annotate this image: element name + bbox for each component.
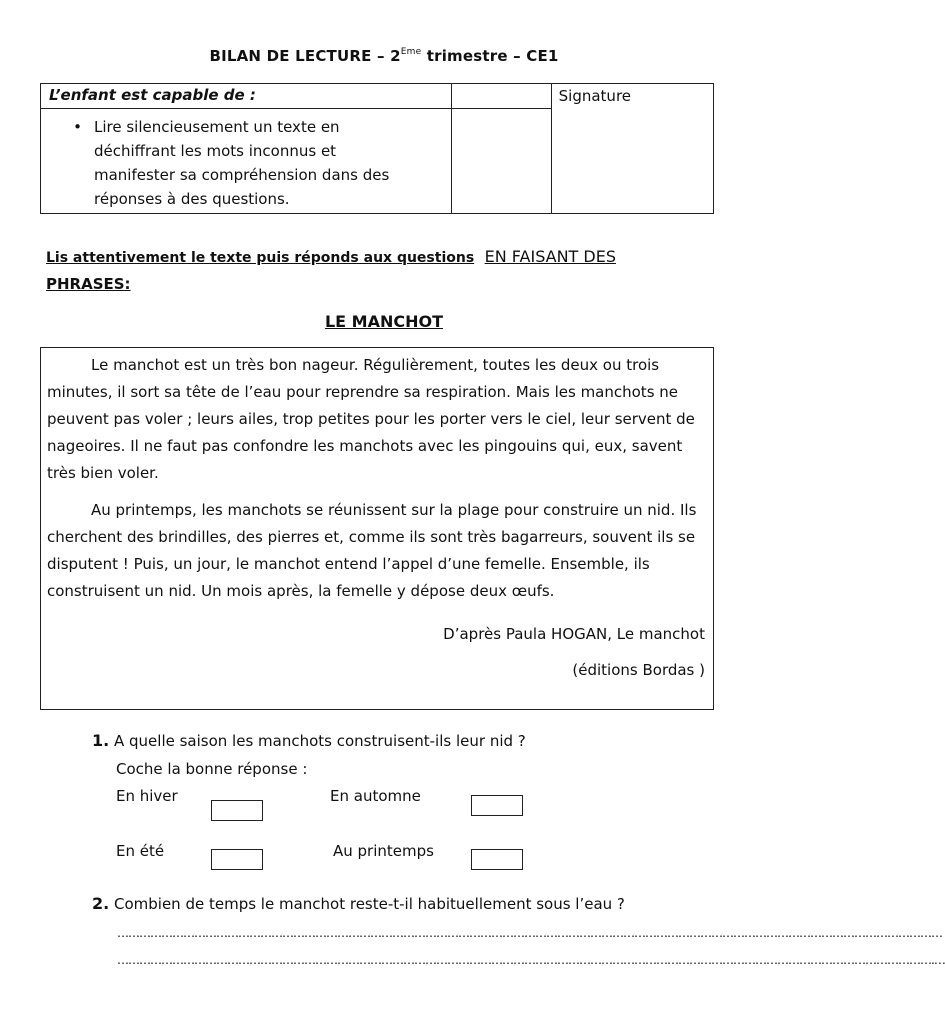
bullet-row-3 [61, 163, 441, 187]
bullet-line-2: déchiffrant les mots inconnus et [94, 142, 337, 160]
checkbox-hiver[interactable] [211, 800, 263, 821]
option-label-hiver: En hiver [116, 787, 178, 805]
question-2-text: Combien de temps le manchot reste-t-il habituellement sous l’eau ? [114, 895, 625, 913]
question-1-instruction: Coche la bonne réponse : [116, 760, 308, 778]
evaluation-header-cell [452, 84, 552, 109]
option-label-automne: En automne [330, 787, 421, 805]
answer-line-1[interactable]: ……………………………………………………………………………………………………………………………………………………………………………………………………… [117, 926, 942, 940]
question-2 [92, 894, 625, 913]
checkbox-ete[interactable] [211, 849, 263, 870]
title-part1: BILAN DE LECTURE – 2 [209, 47, 401, 65]
story-text-box [40, 347, 714, 710]
evaluation-cell[interactable] [452, 109, 552, 214]
instruction [46, 244, 714, 297]
title-superscript: Eme [400, 47, 422, 57]
signature-label: Signature [558, 87, 632, 105]
capable-label: L’enfant est capable de : [49, 86, 256, 104]
story-paragraph-1: Le manchot est un très bon nageur. Régulièrement, toutes les deux ou trois minutes, il sort sa tête de l’eau pour reprendre sa respiration. Mais les manchots ne peuvent pas voler ; leurs ailes, trop petites pour les porter vers le ciel, leur servent de nageoires. Il ne faut pas confondre les manchots avec les pingouins qui, eux, savent très bien voler. [47, 356, 695, 482]
bullet-row-1 [61, 115, 441, 139]
option-label-printemps: Au printemps [333, 842, 434, 860]
story-title: LE MANCHOT [324, 312, 444, 331]
capable-header-cell [41, 84, 452, 109]
question-1 [92, 731, 526, 750]
question-2-number: 2. [92, 894, 110, 913]
instruction-part3: PHRASES: [46, 275, 131, 293]
signature-cell[interactable] [551, 84, 713, 214]
bullet-line-1: Lire silencieusement un texte en [94, 118, 340, 136]
option-label-ete: En été [116, 842, 165, 860]
worksheet-title [0, 47, 768, 65]
instruction-part2: EN FAISANT DES [484, 247, 616, 266]
checkbox-automne[interactable] [471, 795, 523, 816]
answer-line-2[interactable]: …………………………………………………………………………………………………………………………………………………………………………………………………….… [117, 953, 945, 967]
question-1-number: 1. [92, 731, 110, 750]
assessment-table [40, 83, 714, 214]
bullet-row-2 [61, 139, 441, 163]
story-paragraph-2: Au printemps, les manchots se réunissent sur la plage pour construire un nid. Ils cherchent des brindilles, des pierres et, comme ils sont très bagarreurs, souvent ils se disputent ! Puis, un jour, le manchot entend l’appel d’une femelle. Ensemble, ils construisent un nid. Un mois après, la femelle y dépose deux œufs. [47, 501, 697, 600]
checkbox-printemps[interactable] [471, 849, 523, 870]
question-1-text: A quelle saison les manchots construisent-ils leur nid ? [114, 732, 526, 750]
bullet-line-3: manifester sa compréhension dans des [94, 166, 390, 184]
bullet-icon: • [73, 118, 82, 136]
source-line-2: (éditions Bordas ) [572, 661, 705, 679]
bullet-row-4 [61, 187, 441, 211]
source-line-1: D’après Paula HOGAN, Le manchot [443, 625, 705, 643]
skill-cell [41, 109, 452, 214]
title-part2: trimestre – CE1 [421, 47, 559, 65]
instruction-part1: Lis attentivement le texte puis réponds aux questions [46, 250, 475, 266]
bullet-line-4: réponses à des questions. [94, 190, 290, 208]
